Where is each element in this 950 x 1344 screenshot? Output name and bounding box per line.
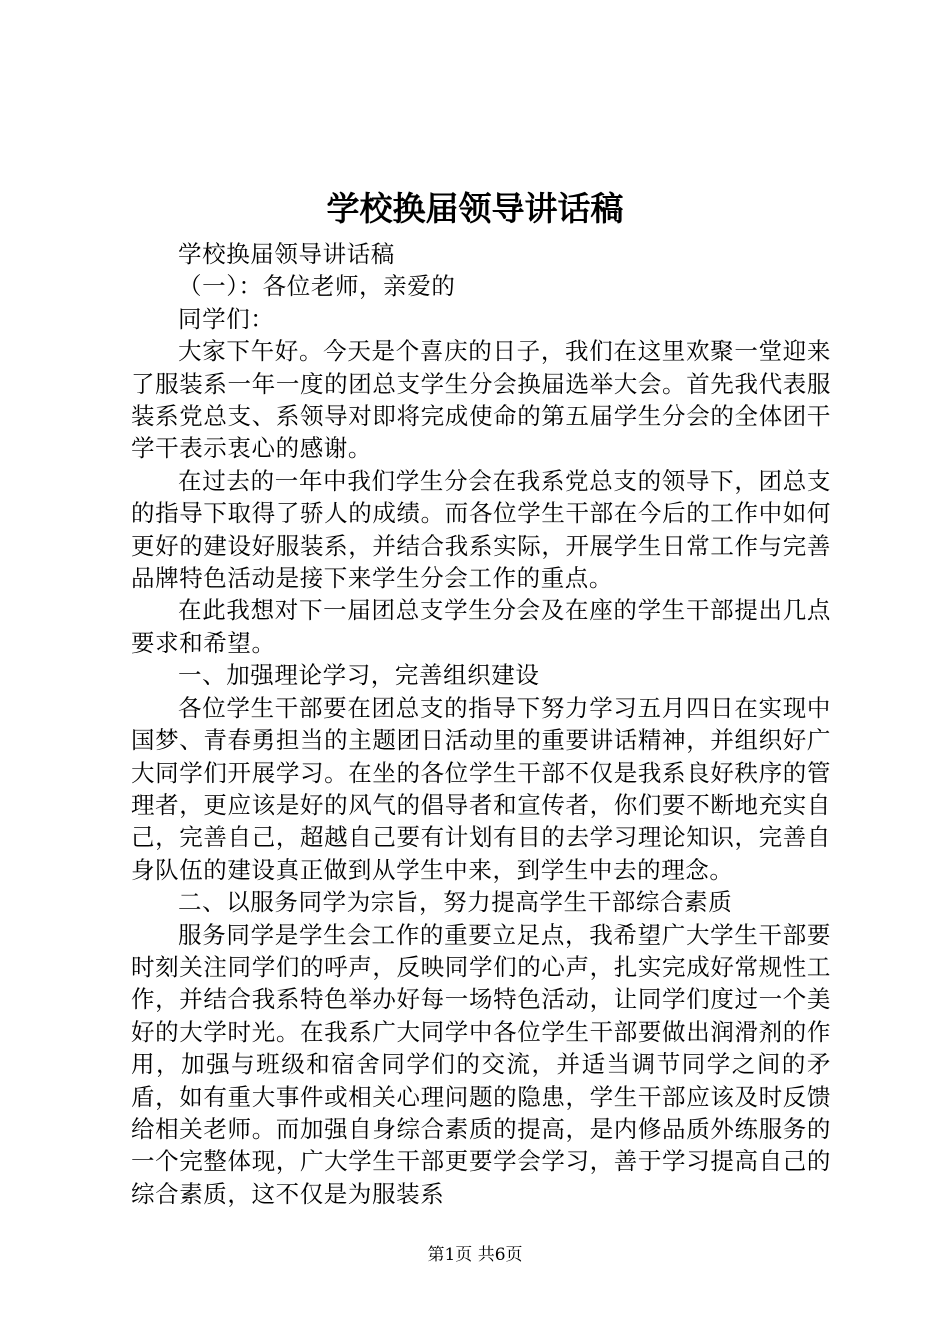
paragraph: 在过去的一年中我们学生分会在我系党总支的领导下，团总支的指导下取得了骄人的成绩。而各位学生干部在今后的工作中如何更好的建设好服装系，并结合我系实际，开展学生日常工作与完善品牌特色活动是接下来学生分会工作的重点。	[131, 466, 831, 593]
paragraph-subtitle: 学校换届领导讲话稿	[178, 240, 395, 268]
paragraph-section-marker: （一）：各位老师，亲爱的	[178, 272, 456, 301]
paragraph-salutation: 同学们：	[178, 304, 275, 333]
paragraph: 服务同学是学生会工作的重要立足点，我希望广大学生干部要时刻关注同学们的呼声，反映同学们的心声，扎实完成好常规性工作，并结合我系特色举办好每一场特色活动，让同学们度过一个美好的大学时光。在我系广大同学中各位学生干部要做出润滑剂的作用，加强与班级和宿舍同学们的交流，并适当调节同学之间的矛盾，如有重大事件或相关心理问题的隐患，学生干部应该及时反馈给相关老师。而加强自身综合素质的提高，是内修品质外练服务的一个完整体现，广大学生干部更要学会学习，善于学习提高自己的综合素质，这不仅是为服装系	[131, 920, 831, 1208]
paragraph: 各位学生干部要在团总支的指导下努力学习五月四日在实现中国梦、青春勇担当的主题团日活动里的重要讲话精神，并组织好广大同学们开展学习。在坐的各位学生干部不仅是我系良好秩序的管理者，更应该是好的风气的倡导者和宣传者，你们要不断地充实自己，完善自己，超越自己要有计划有目的去学习理论知识，完善自身队伍的建设真正做到从学生中来，到学生中去的理念。	[131, 693, 831, 884]
page-number-footer: 第1页 共6页	[427, 1245, 523, 1265]
paragraph: 大家下午好。今天是个喜庆的日子，我们在这里欢聚一堂迎来了服装系一年一度的团总支学生分会换届选举大会。首先我代表服装系党总支、系领导对即将完成使命的第五届学生分会的全体团干学干表示衷心的感谢。	[131, 337, 831, 463]
document-body	[131, 238, 831, 1210]
section-heading: 二、以服务同学为宗旨，努力提高学生干部综合素质	[178, 888, 733, 917]
document-title: 学校换届领导讲话稿	[326, 189, 624, 228]
paragraph: 在此我想对下一届团总支学生分会及在座的学生干部提出几点要求和希望。	[131, 596, 831, 657]
section-heading: 一、加强理论学习，完善组织建设	[178, 661, 540, 690]
